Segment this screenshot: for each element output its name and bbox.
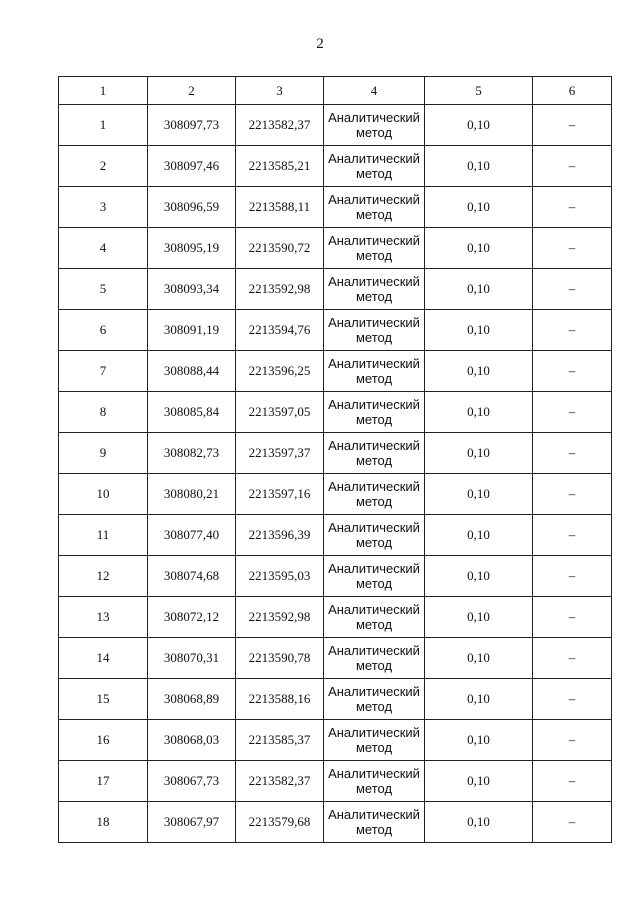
- accuracy-cell: 0,10: [425, 556, 533, 597]
- x-coordinate-cell: 308068,03: [148, 720, 236, 761]
- x-coordinate-cell: 308095,19: [148, 228, 236, 269]
- point-number-cell: 7: [59, 351, 148, 392]
- point-number-cell: 13: [59, 597, 148, 638]
- x-coordinate-cell: 308085,84: [148, 392, 236, 433]
- point-number-cell: 17: [59, 761, 148, 802]
- page-number: 2: [316, 36, 324, 52]
- table-row: [59, 351, 612, 392]
- table-row: [59, 474, 612, 515]
- note-cell: –: [533, 515, 612, 556]
- point-number-cell: 9: [59, 433, 148, 474]
- table-row: [59, 679, 612, 720]
- note-cell: –: [533, 228, 612, 269]
- note-cell: –: [533, 146, 612, 187]
- note-cell: –: [533, 392, 612, 433]
- x-coordinate-cell: 308080,21: [148, 474, 236, 515]
- accuracy-cell: 0,10: [425, 269, 533, 310]
- note-cell: –: [533, 679, 612, 720]
- note-cell: –: [533, 474, 612, 515]
- point-number-cell: 14: [59, 638, 148, 679]
- accuracy-cell: 0,10: [425, 392, 533, 433]
- point-number-cell: 4: [59, 228, 148, 269]
- method-cell: Аналитический метод: [324, 597, 425, 638]
- accuracy-cell: 0,10: [425, 228, 533, 269]
- table-row: [59, 187, 612, 228]
- table-row: [59, 515, 612, 556]
- table-row: [59, 392, 612, 433]
- method-cell: Аналитический метод: [324, 720, 425, 761]
- method-cell: Аналитический метод: [324, 269, 425, 310]
- accuracy-cell: 0,10: [425, 720, 533, 761]
- note-cell: –: [533, 556, 612, 597]
- x-coordinate-cell: 308074,68: [148, 556, 236, 597]
- method-cell: Аналитический метод: [324, 146, 425, 187]
- table-row: [59, 433, 612, 474]
- accuracy-cell: 0,10: [425, 638, 533, 679]
- accuracy-cell: 0,10: [425, 802, 533, 843]
- note-cell: –: [533, 269, 612, 310]
- y-coordinate-cell: 2213597,37: [236, 433, 324, 474]
- y-coordinate-cell: 2213597,05: [236, 392, 324, 433]
- accuracy-cell: 0,10: [425, 515, 533, 556]
- point-number-cell: 2: [59, 146, 148, 187]
- note-cell: –: [533, 433, 612, 474]
- column-header-1: 1: [59, 77, 148, 105]
- point-number-cell: 6: [59, 310, 148, 351]
- x-coordinate-cell: 308093,34: [148, 269, 236, 310]
- x-coordinate-cell: 308088,44: [148, 351, 236, 392]
- accuracy-cell: 0,10: [425, 351, 533, 392]
- y-coordinate-cell: 2213592,98: [236, 597, 324, 638]
- note-cell: –: [533, 638, 612, 679]
- table-row: [59, 105, 612, 146]
- column-header-6: 6: [533, 77, 612, 105]
- method-cell: Аналитический метод: [324, 228, 425, 269]
- x-coordinate-cell: 308097,46: [148, 146, 236, 187]
- y-coordinate-cell: 2213596,25: [236, 351, 324, 392]
- x-coordinate-cell: 308096,59: [148, 187, 236, 228]
- point-number-cell: 15: [59, 679, 148, 720]
- table-row: [59, 597, 612, 638]
- accuracy-cell: 0,10: [425, 433, 533, 474]
- point-number-cell: 10: [59, 474, 148, 515]
- accuracy-cell: 0,10: [425, 105, 533, 146]
- table-row: [59, 761, 612, 802]
- y-coordinate-cell: 2213596,39: [236, 515, 324, 556]
- column-header-2: 2: [148, 77, 236, 105]
- method-cell: Аналитический метод: [324, 187, 425, 228]
- point-number-cell: 16: [59, 720, 148, 761]
- note-cell: –: [533, 597, 612, 638]
- y-coordinate-cell: 2213585,21: [236, 146, 324, 187]
- method-cell: Аналитический метод: [324, 310, 425, 351]
- y-coordinate-cell: 2213585,37: [236, 720, 324, 761]
- column-header-3: 3: [236, 77, 324, 105]
- accuracy-cell: 0,10: [425, 597, 533, 638]
- accuracy-cell: 0,10: [425, 679, 533, 720]
- method-cell: Аналитический метод: [324, 351, 425, 392]
- column-header-5: 5: [425, 77, 533, 105]
- point-number-cell: 1: [59, 105, 148, 146]
- method-cell: Аналитический метод: [324, 679, 425, 720]
- coordinates-table: [58, 76, 612, 843]
- y-coordinate-cell: 2213582,37: [236, 761, 324, 802]
- y-coordinate-cell: 2213579,68: [236, 802, 324, 843]
- table-row: [59, 802, 612, 843]
- x-coordinate-cell: 308068,89: [148, 679, 236, 720]
- x-coordinate-cell: 308082,73: [148, 433, 236, 474]
- y-coordinate-cell: 2213588,16: [236, 679, 324, 720]
- table-row: [59, 228, 612, 269]
- point-number-cell: 3: [59, 187, 148, 228]
- y-coordinate-cell: 2213582,37: [236, 105, 324, 146]
- method-cell: Аналитический метод: [324, 433, 425, 474]
- x-coordinate-cell: 308067,73: [148, 761, 236, 802]
- x-coordinate-cell: 308067,97: [148, 802, 236, 843]
- note-cell: –: [533, 761, 612, 802]
- y-coordinate-cell: 2213594,76: [236, 310, 324, 351]
- table-row: [59, 638, 612, 679]
- point-number-cell: 12: [59, 556, 148, 597]
- table-row: [59, 556, 612, 597]
- note-cell: –: [533, 720, 612, 761]
- y-coordinate-cell: 2213590,72: [236, 228, 324, 269]
- x-coordinate-cell: 308070,31: [148, 638, 236, 679]
- note-cell: –: [533, 187, 612, 228]
- note-cell: –: [533, 310, 612, 351]
- method-cell: Аналитический метод: [324, 392, 425, 433]
- x-coordinate-cell: 308097,73: [148, 105, 236, 146]
- column-header-4: 4: [324, 77, 425, 105]
- note-cell: –: [533, 351, 612, 392]
- method-cell: Аналитический метод: [324, 105, 425, 146]
- note-cell: –: [533, 802, 612, 843]
- table-row: [59, 720, 612, 761]
- method-cell: Аналитический метод: [324, 474, 425, 515]
- table-row: [59, 146, 612, 187]
- y-coordinate-cell: 2213592,98: [236, 269, 324, 310]
- x-coordinate-cell: 308077,40: [148, 515, 236, 556]
- table-header-row: [59, 77, 612, 105]
- accuracy-cell: 0,10: [425, 761, 533, 802]
- method-cell: Аналитический метод: [324, 638, 425, 679]
- y-coordinate-cell: 2213597,16: [236, 474, 324, 515]
- point-number-cell: 8: [59, 392, 148, 433]
- table-body: [59, 105, 612, 843]
- method-cell: Аналитический метод: [324, 515, 425, 556]
- accuracy-cell: 0,10: [425, 310, 533, 351]
- table-row: [59, 269, 612, 310]
- method-cell: Аналитический метод: [324, 556, 425, 597]
- point-number-cell: 18: [59, 802, 148, 843]
- point-number-cell: 5: [59, 269, 148, 310]
- y-coordinate-cell: 2213595,03: [236, 556, 324, 597]
- y-coordinate-cell: 2213588,11: [236, 187, 324, 228]
- x-coordinate-cell: 308091,19: [148, 310, 236, 351]
- note-cell: –: [533, 105, 612, 146]
- y-coordinate-cell: 2213590,78: [236, 638, 324, 679]
- accuracy-cell: 0,10: [425, 187, 533, 228]
- accuracy-cell: 0,10: [425, 146, 533, 187]
- table-row: [59, 310, 612, 351]
- method-cell: Аналитический метод: [324, 802, 425, 843]
- method-cell: Аналитический метод: [324, 761, 425, 802]
- point-number-cell: 11: [59, 515, 148, 556]
- x-coordinate-cell: 308072,12: [148, 597, 236, 638]
- accuracy-cell: 0,10: [425, 474, 533, 515]
